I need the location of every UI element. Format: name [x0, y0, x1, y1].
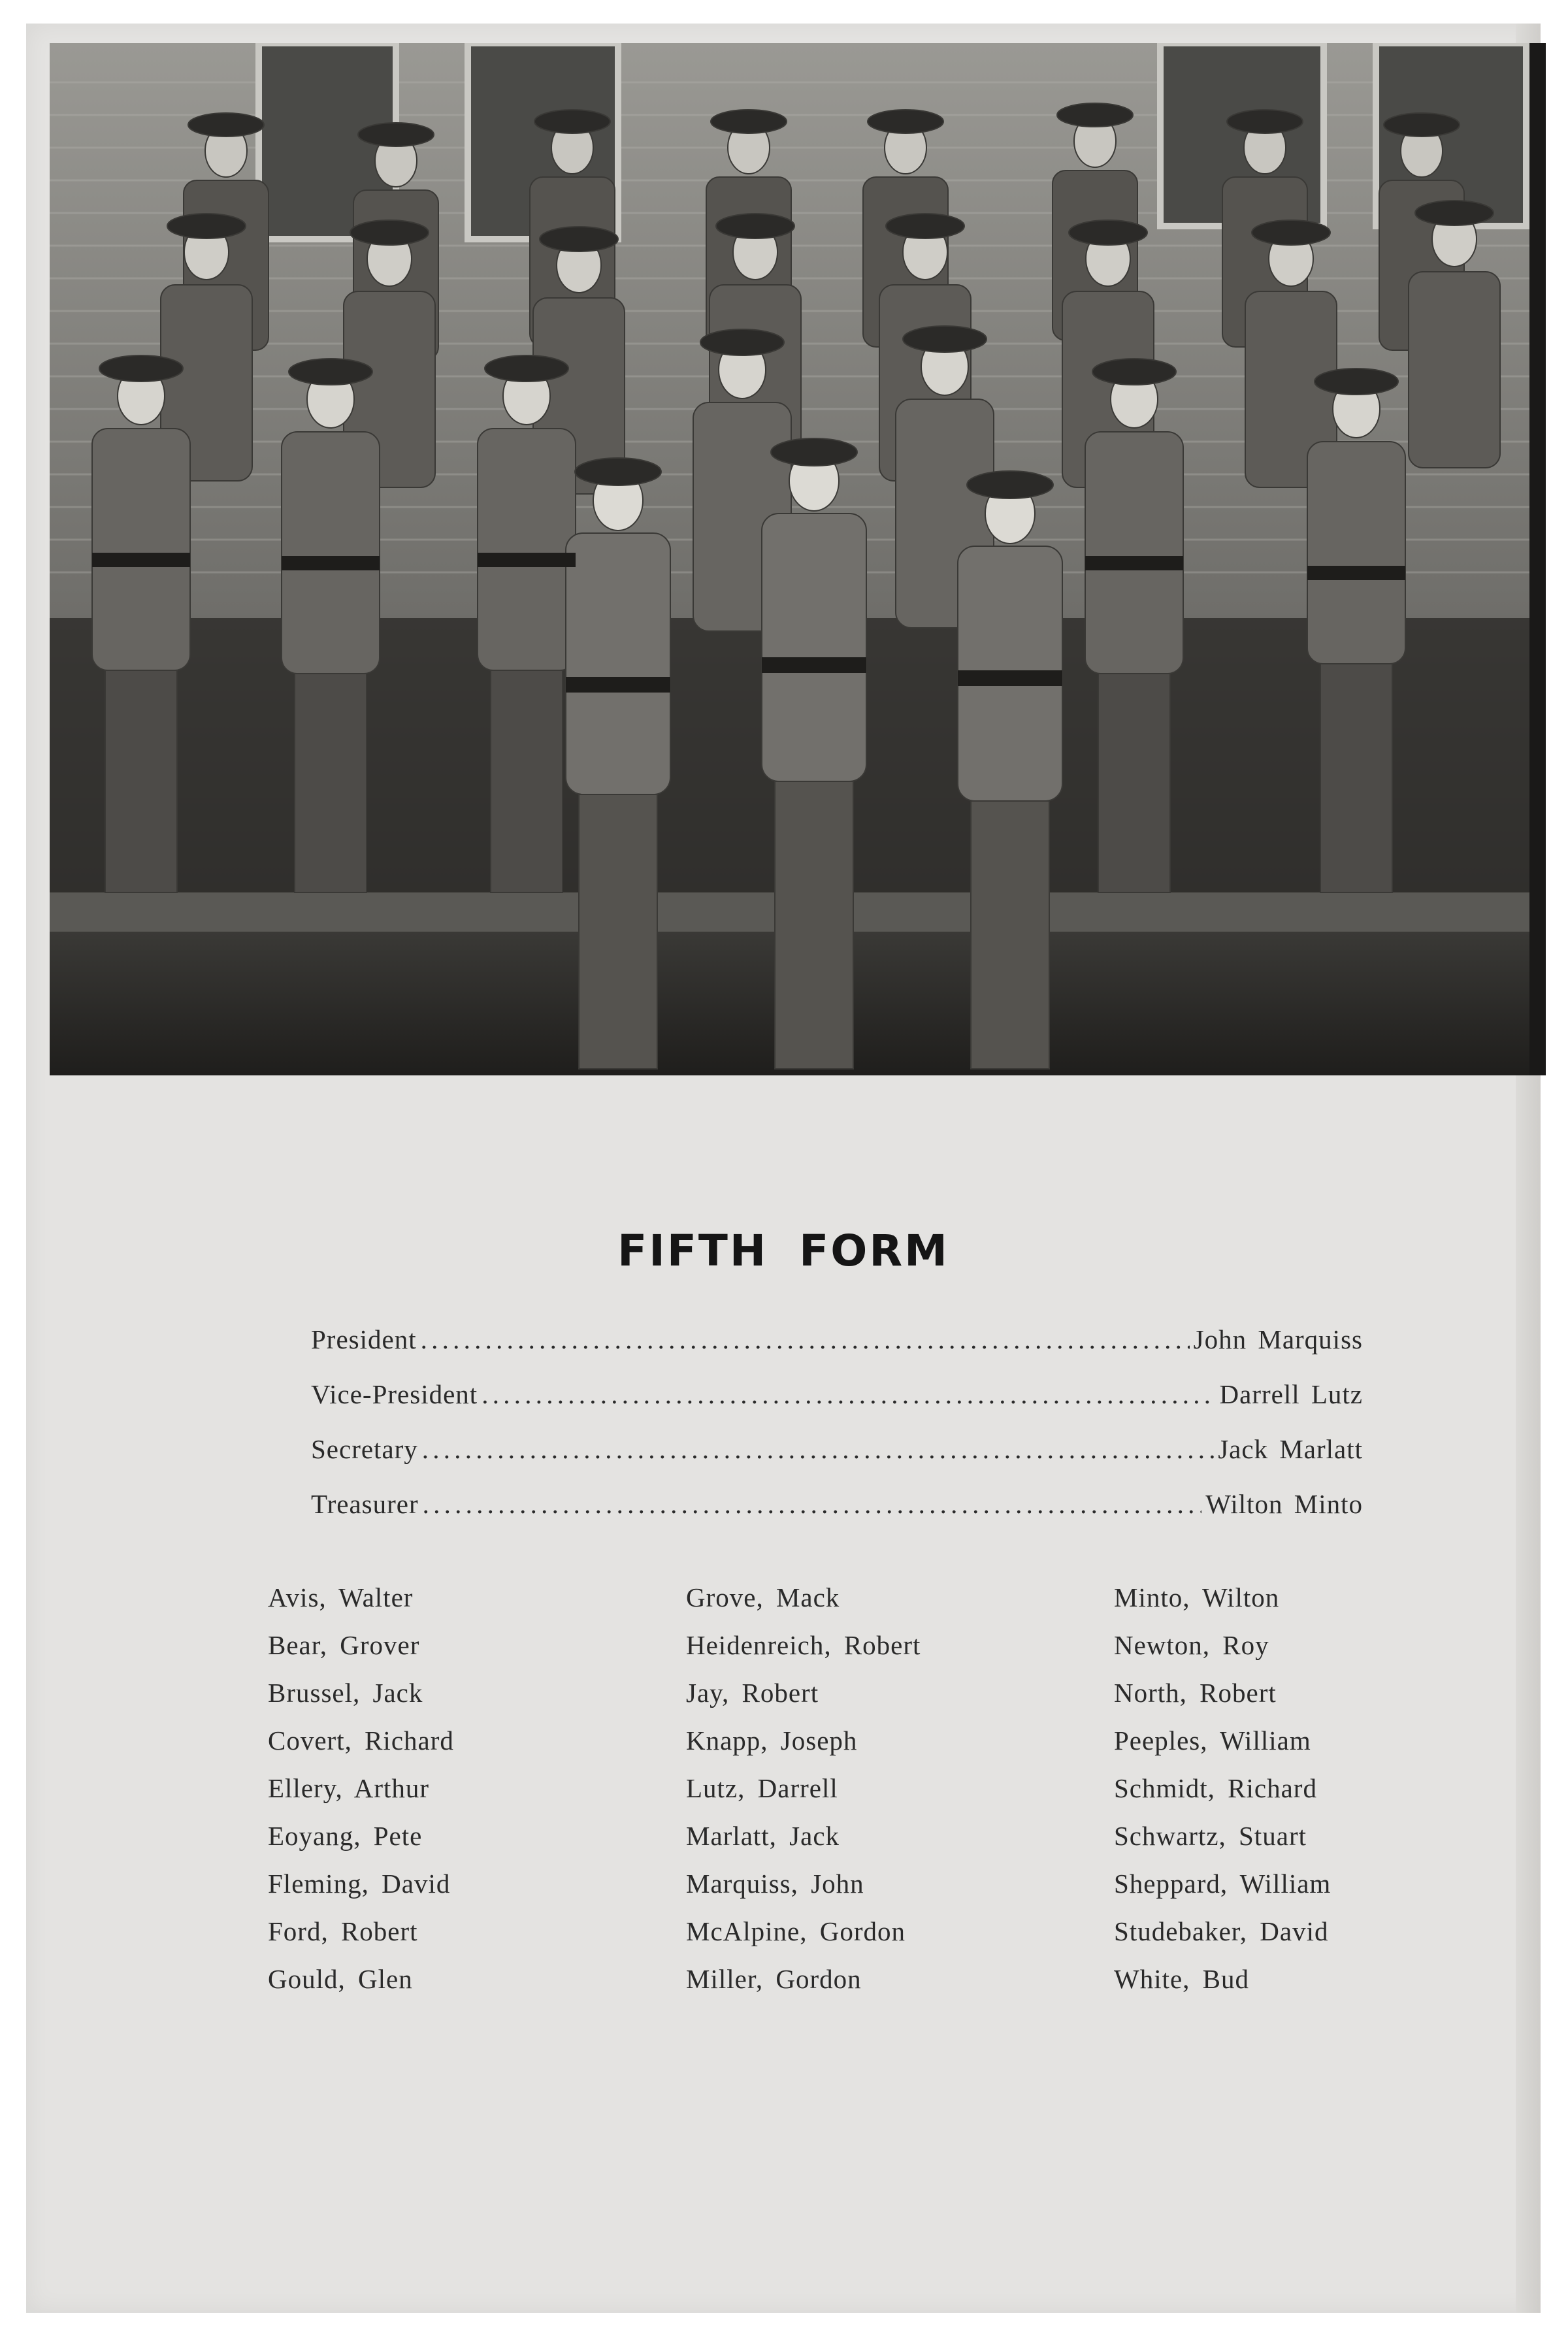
member-name: Sheppard, William — [1114, 1869, 1331, 1899]
member-name: Peeples, William — [1114, 1725, 1311, 1756]
member-name: White, Bud — [1114, 1964, 1250, 1994]
officer-name: Wilton Minto — [1205, 1489, 1363, 1519]
dot-leader — [423, 1488, 1202, 1520]
dot-leader — [482, 1379, 1215, 1410]
member-name: Studebaker, David — [1114, 1916, 1329, 1946]
officers-list — [311, 1324, 1363, 1543]
member-name: North, Robert — [1114, 1678, 1277, 1708]
member-name: Jay, Robert — [686, 1678, 819, 1708]
member-name: Grove, Mack — [686, 1582, 840, 1612]
member-name: Bear, Grover — [268, 1630, 420, 1660]
page-title: FIFTH FORM — [617, 1226, 949, 1276]
member-name: Heidenreich, Robert — [686, 1630, 921, 1660]
member-name: Schwartz, Stuart — [1114, 1821, 1307, 1851]
member-name: Newton, Roy — [1114, 1630, 1269, 1660]
roster-column-3 — [1114, 1582, 1441, 2011]
member-name: Brussel, Jack — [268, 1678, 423, 1708]
member-name: Avis, Walter — [268, 1582, 414, 1612]
dot-leader — [421, 1324, 1190, 1355]
member-name: Lutz, Darrell — [686, 1773, 838, 1803]
member-name: Fleming, David — [268, 1869, 451, 1899]
officer-name: Jack Marlatt — [1218, 1434, 1363, 1464]
group-photograph — [50, 43, 1546, 1075]
member-name: Covert, Richard — [268, 1725, 454, 1756]
officer-name: Darrell Lutz — [1219, 1379, 1363, 1409]
roster-column-2 — [686, 1582, 1114, 2011]
officer-name: John Marquiss — [1193, 1324, 1363, 1354]
member-name: Minto, Wilton — [1114, 1582, 1280, 1612]
member-name: Ellery, Arthur — [268, 1773, 430, 1803]
member-name: Knapp, Joseph — [686, 1725, 858, 1756]
member-name: Eoyang, Pete — [268, 1821, 423, 1851]
officer-row-secretary — [311, 1433, 1363, 1488]
member-roster — [268, 1582, 1444, 2011]
officer-row-president — [311, 1324, 1363, 1379]
member-name: Gould, Glen — [268, 1964, 413, 1994]
member-name: Marquiss, John — [686, 1869, 864, 1899]
officer-title: Treasurer — [311, 1489, 419, 1519]
member-name: Marlatt, Jack — [686, 1821, 840, 1851]
officer-row-vice-president — [311, 1379, 1363, 1433]
officer-title: Secretary — [311, 1434, 418, 1464]
member-name: Schmidt, Richard — [1114, 1773, 1317, 1803]
officer-title: President — [311, 1324, 417, 1354]
yearbook-page — [26, 24, 1541, 2313]
officer-row-treasurer — [311, 1488, 1363, 1543]
officer-title: Vice-President — [311, 1379, 478, 1409]
member-name: Ford, Robert — [268, 1916, 418, 1946]
member-name: Miller, Gordon — [686, 1964, 862, 1994]
dot-leader — [422, 1433, 1214, 1465]
member-name: McAlpine, Gordon — [686, 1916, 906, 1946]
roster-column-1 — [268, 1582, 686, 2011]
